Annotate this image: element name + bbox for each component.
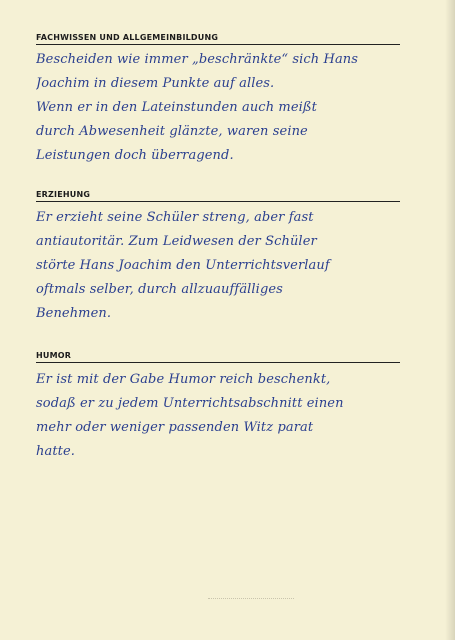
heading-rule — [36, 44, 400, 45]
handwritten-text — [36, 368, 400, 464]
handwritten-line: Er ist mit der Gabe Humor reich beschenkt, — [36, 372, 331, 387]
handwritten-line: Bescheiden wie immer „beschränkte“ sich Hans — [36, 52, 359, 67]
page-edge-shadow — [445, 0, 455, 640]
faint-print-mark — [208, 598, 294, 599]
handwritten-line: Joachim in diesem Punkte auf alles. — [36, 76, 275, 91]
handwritten-line: störte Hans Joachim den Unterrichtsverlauf — [36, 258, 330, 273]
handwritten-line: Benehmen. — [36, 306, 112, 321]
handwritten-line: Wenn er in den Lateinstunden auch meißt — [36, 100, 317, 115]
section-heading: HUMOR — [36, 351, 72, 360]
handwritten-line: Leistungen doch überragend. — [36, 148, 234, 163]
handwritten-line: antiautoritär. Zum Leidwesen der Schüler — [36, 234, 317, 249]
handwritten-line: oftmals selber, durch allzuauffälliges — [36, 282, 283, 297]
handwritten-line: sodaß er zu jedem Unterrichtsabschnitt einen — [36, 396, 344, 411]
heading-rule — [36, 201, 400, 202]
handwritten-line: hatte. — [36, 444, 75, 459]
handwritten-line: mehr oder weniger passenden Witz parat — [36, 420, 314, 435]
handwritten-text — [36, 206, 400, 326]
section-heading: FACHWISSEN UND ALLGEMEINBILDUNG — [36, 33, 219, 42]
handwritten-line: Er erzieht seine Schüler streng, aber fast — [36, 210, 314, 225]
section-erziehung — [36, 190, 400, 326]
handwritten-line: durch Abwesenheit glänzte, waren seine — [36, 124, 308, 139]
section-heading: ERZIEHUNG — [36, 190, 91, 199]
section-fachwissen — [36, 33, 400, 168]
handwritten-text — [36, 48, 400, 168]
heading-rule — [36, 362, 400, 363]
section-humor — [36, 351, 400, 464]
